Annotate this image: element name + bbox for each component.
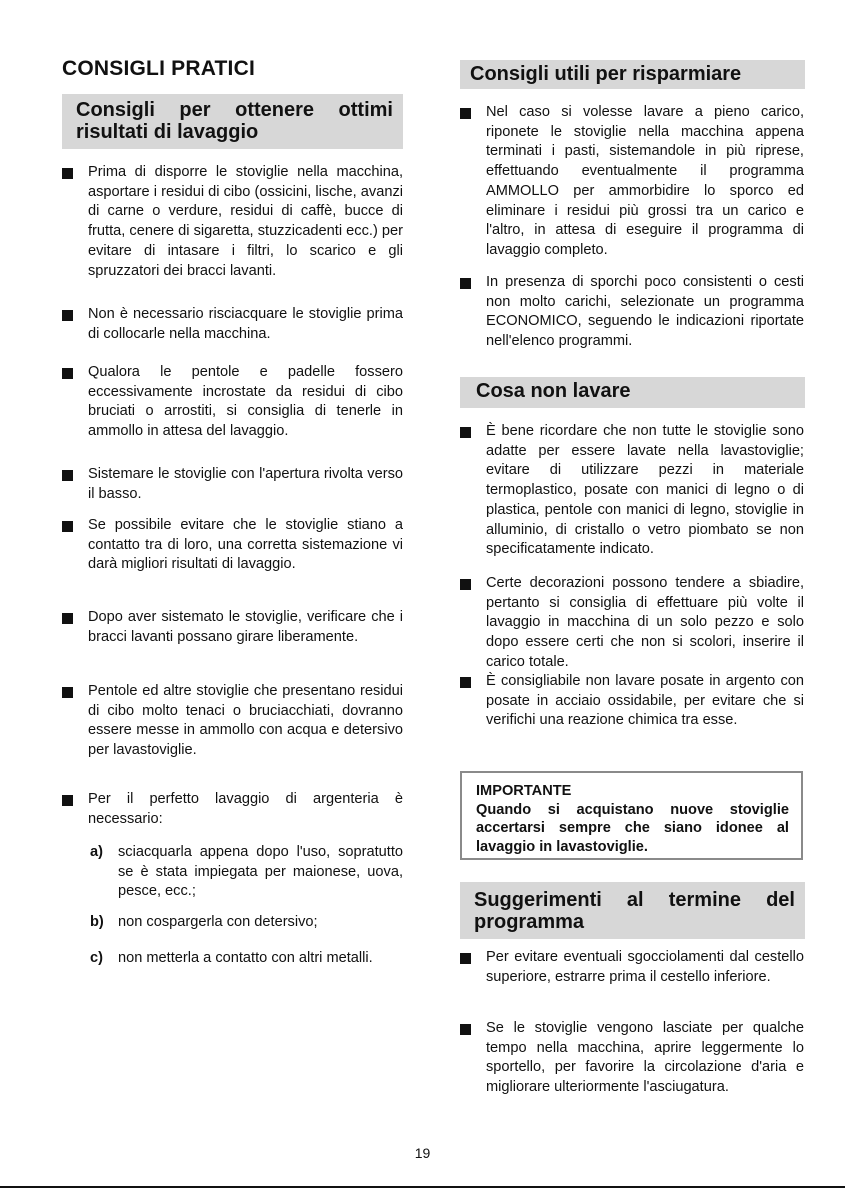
list-item: Per evitare eventuali sgocciolamenti dal cestello superiore, estrarre prima il cestello inferiore. bbox=[460, 948, 804, 987]
important-text: Quando si acquistano nuove stoviglie accertarsi sempre che siano idonee al lavaggio in lavastoviglie. bbox=[476, 801, 789, 855]
section-heading-saving: Consigli utili per risparmiare bbox=[460, 60, 805, 89]
important-title: IMPORTANTE bbox=[476, 783, 572, 799]
sub-item: c) non metterla a contatto con altri metalli. bbox=[90, 950, 373, 966]
page-title: CONSIGLI PRATICI bbox=[62, 57, 255, 80]
list-item: Se le stoviglie vengono lasciate per qualche tempo nella macchina, aprire leggermente lo sportello, per favorire la circolazione d'aria e migliorare ulteriormente l'asciugatura. bbox=[460, 1019, 804, 1098]
bullet-icon bbox=[62, 168, 73, 179]
important-notice bbox=[460, 771, 803, 860]
list-item: Non è necessario risciacquare le stoviglie prima di collocarle nella macchina. bbox=[62, 305, 403, 344]
list-item: Se possibile evitare che le stoviglie stiano a contatto tra di loro, una corretta sistemazione vi darà migliori risultati di lavaggio. bbox=[62, 516, 403, 575]
bullet-icon bbox=[460, 953, 471, 964]
sub-item: a) sciacquarla appena dopo l'uso, sopratutto se è stata impiegata per maionese, uova, pesce, ecc.; bbox=[90, 844, 403, 900]
section-heading-results: Consigli per ottenere ottimi risultati di lavaggio bbox=[62, 94, 403, 149]
bullet-icon bbox=[62, 687, 73, 698]
bullet-icon bbox=[62, 795, 73, 806]
bullet-icon bbox=[460, 278, 471, 289]
list-item: Sistemare le stoviglie con l'apertura rivolta verso il basso. bbox=[62, 465, 403, 504]
list-item: Prima di disporre le stoviglie nella macchina, asportare i residui di cibo (ossicini, lische, avanzi di carne o verdure, residui di caffè, bucce di frutta, cenere di sigaretta, stuzzicadenti ecc.) per evitare di intasare i filtri, lo scarico e gli spruzzatori dei bracci lavanti. bbox=[62, 163, 403, 281]
bullet-icon bbox=[62, 368, 73, 379]
list-item: Nel caso si volesse lavare a pieno carico, riponete le stoviglie nella macchina appena terminati i pasti, sistemandole in più riprese, effettuando eventualmente il programma AMMOLLO per ammorbidire lo sporco ed eliminare i residui più grossi tra un carico e l'altro, in attesa di eseguire il programma di lavaggio completo. bbox=[460, 103, 804, 261]
bullet-icon bbox=[460, 427, 471, 438]
bullet-icon bbox=[62, 310, 73, 321]
bullet-icon bbox=[62, 613, 73, 624]
bullet-icon bbox=[62, 470, 73, 481]
bullet-icon bbox=[62, 521, 73, 532]
list-item: È bene ricordare che non tutte le stoviglie sono adatte per essere lavate nella lavastoviglie; evitare di utilizzare pezzi in materiale termoplastico, posate con manici di legno o di plastica, pentole con manici di legno, stoviglie in alluminio, di cristallo o vetro piombato se non specificatamente indicato. bbox=[460, 422, 804, 560]
section-heading-end-program: Suggerimenti al termine del programma bbox=[460, 882, 805, 939]
sub-item: b) non cospargerla con detersivo; bbox=[90, 914, 318, 930]
bullet-icon bbox=[460, 1024, 471, 1035]
bullet-icon bbox=[460, 108, 471, 119]
bottom-rule bbox=[0, 1186, 845, 1188]
list-item: Pentole ed altre stoviglie che presentano residui di cibo molto tenaci o bruciacchiati, dovranno essere messe in ammollo con acqua e detersivo per lavastoviglie. bbox=[62, 682, 403, 761]
list-item: In presenza di sporchi poco consistenti o cesti non molto carichi, selezionate un programma ECONOMICO, seguendo le indicazioni riportate nell'elenco programmi. bbox=[460, 273, 804, 352]
bullet-icon bbox=[460, 677, 471, 688]
list-item: È consigliabile non lavare posate in argento con posate in acciaio ossidabile, per evitare che si verifichi una reazione chimica tra esse. bbox=[460, 672, 804, 731]
bullet-icon bbox=[460, 579, 471, 590]
section-heading-not-wash: Cosa non lavare bbox=[460, 377, 805, 408]
list-item: Per il perfetto lavaggio di argenteria è necessario: bbox=[62, 790, 403, 829]
page-number: 19 bbox=[414, 1145, 431, 1161]
list-item: Qualora le pentole e padelle fossero eccessivamente incrostate da residui di cibo bruciati o arrostiti, si consiglia di tenerle in ammollo in attesa del lavaggio. bbox=[62, 363, 403, 442]
list-item: Dopo aver sistemato le stoviglie, verificare che i bracci lavanti possano girare liberamente. bbox=[62, 608, 403, 647]
list-item: Certe decorazioni possono tendere a sbiadire, pertanto si consiglia di effettuare più volte il lavaggio in macchina di un solo pezzo e solo dopo essere certi che non si scolori, inserire il carico totale. bbox=[460, 574, 804, 673]
